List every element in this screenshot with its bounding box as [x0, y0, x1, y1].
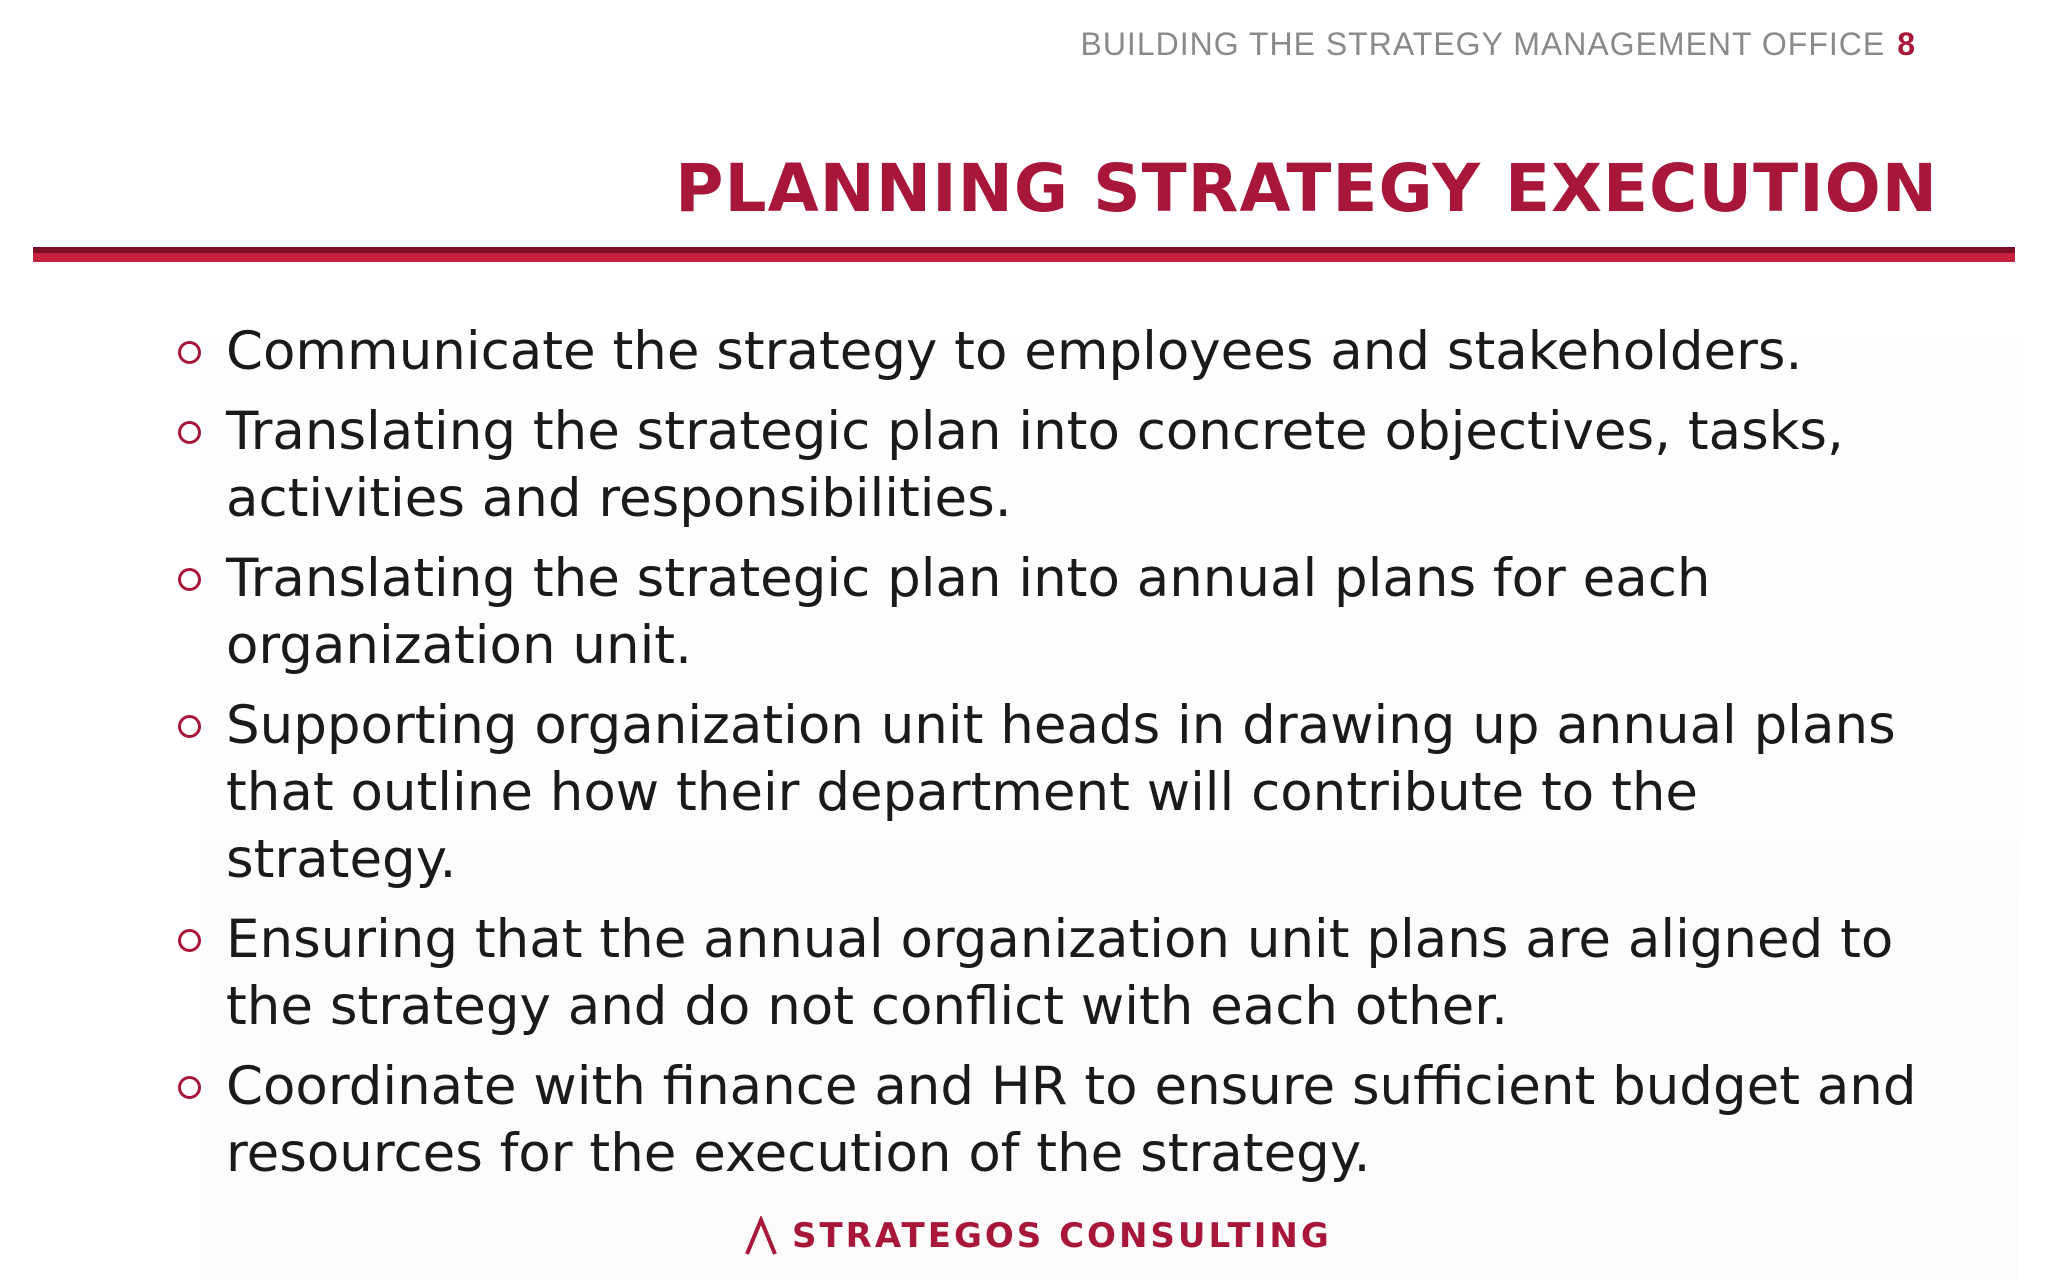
caret-a-logo-icon [744, 1216, 778, 1256]
title-rule-light [33, 253, 2015, 262]
bullet-text: Translating the strategic plan into concrete objectives, tasks, activities and responsibilities. [226, 401, 1844, 529]
bullet-item [176, 1053, 1936, 1187]
bullet-text: Communicate the strategy to employees and stakeholders. [226, 321, 1803, 382]
bullet-text: Translating the strategic plan into annual plans for each organization unit. [226, 548, 1711, 676]
bullet-item [176, 318, 1936, 385]
running-header [1080, 26, 1916, 63]
bullet-item [176, 692, 1936, 893]
page-number: 8 [1897, 26, 1916, 62]
bullet-item [176, 545, 1936, 679]
hollow-circle-bullet-icon [178, 568, 201, 591]
hollow-circle-bullet-icon [178, 1076, 201, 1099]
hollow-circle-bullet-icon [178, 421, 201, 444]
brand-name: STRATEGOS CONSULTING [792, 1216, 1332, 1256]
footer-brand [744, 1214, 1332, 1258]
hollow-circle-bullet-icon [178, 929, 201, 952]
slide-title: PLANNING STRATEGY EXECUTION [675, 150, 1938, 227]
bullet-list [176, 318, 1936, 1200]
bullet-item [176, 398, 1936, 532]
bullet-item [176, 906, 1936, 1040]
hollow-circle-bullet-icon [178, 341, 201, 364]
hollow-circle-bullet-icon [178, 715, 201, 738]
bullet-text: Ensuring that the annual organization unit plans are aligned to the strategy and do not conflict with each other. [226, 909, 1894, 1037]
bullet-text: Supporting organization unit heads in drawing up annual plans that outline how their department will contribute to the strategy. [226, 695, 1896, 890]
bullet-text: Coordinate with finance and HR to ensure sufficient budget and resources for the execution of the strategy. [226, 1056, 1917, 1184]
deck-title: BUILDING THE STRATEGY MANAGEMENT OFFICE [1080, 26, 1886, 62]
